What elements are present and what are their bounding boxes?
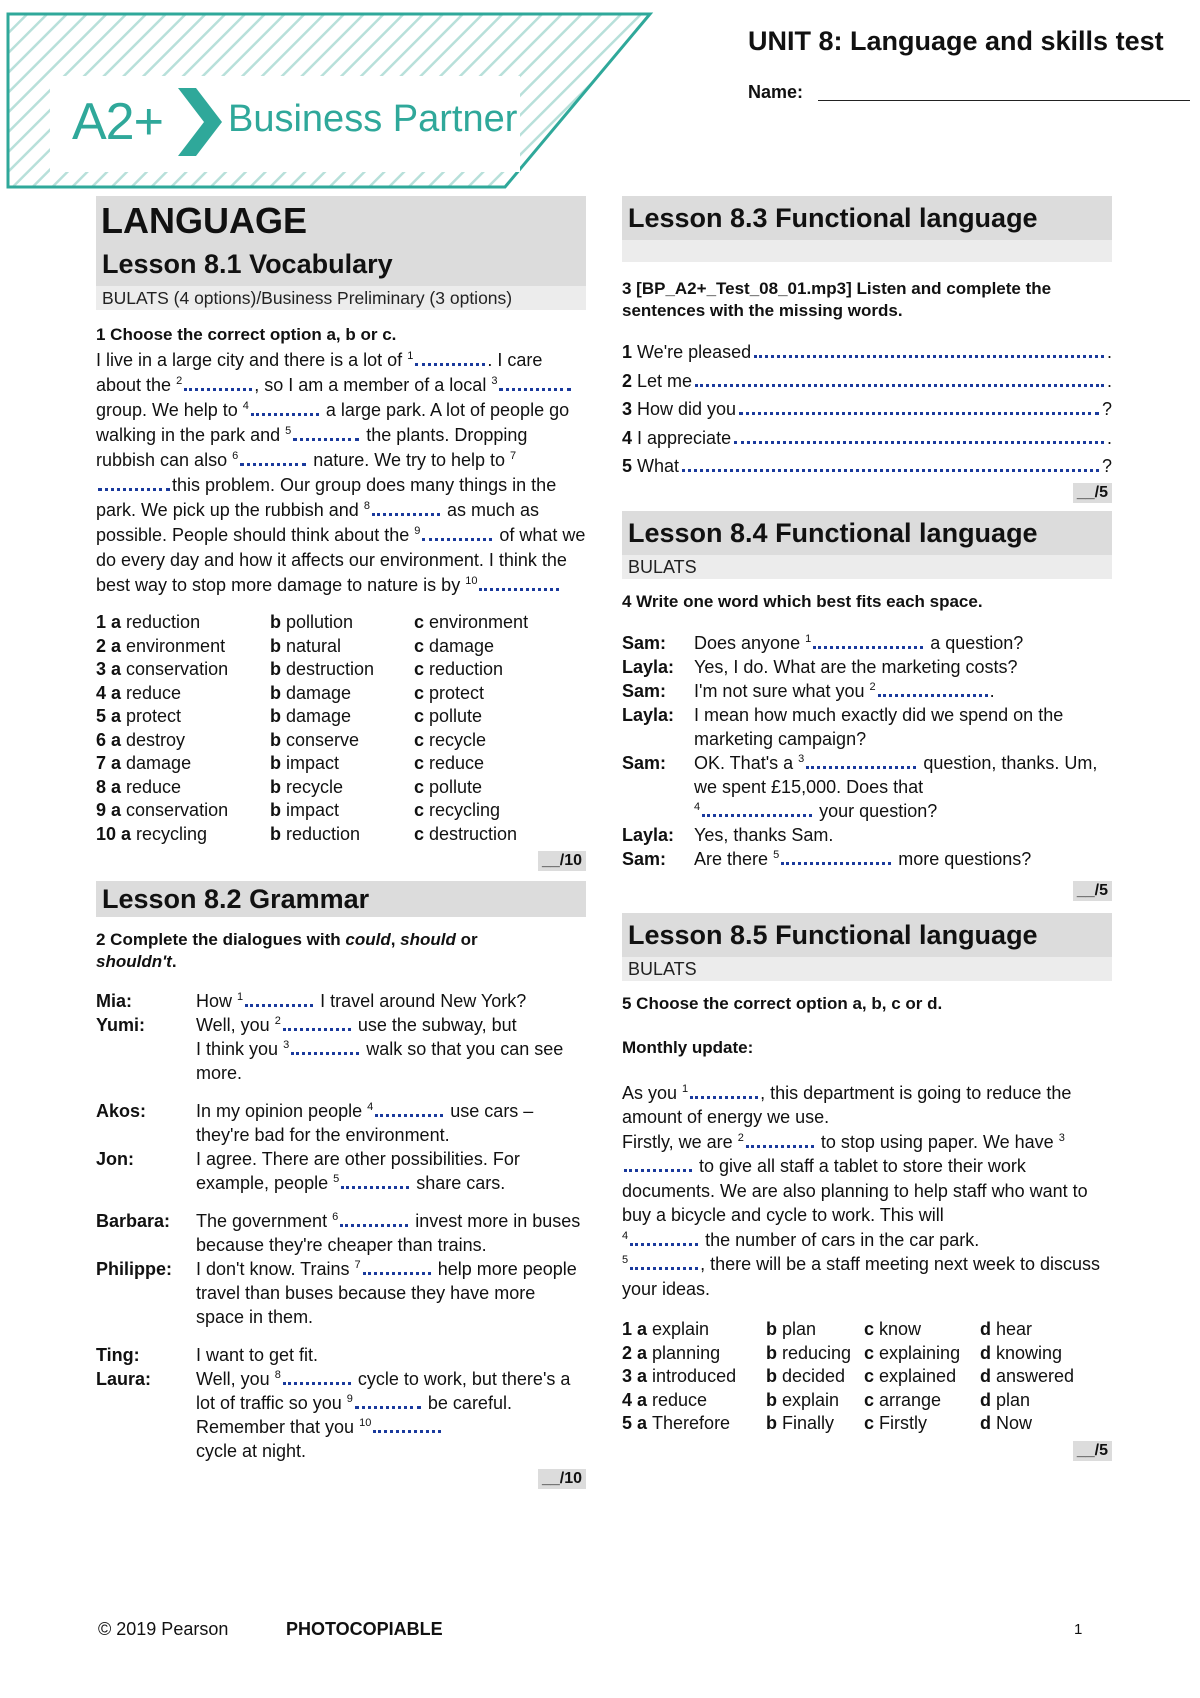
lesson-8-4-title: Lesson 8.4 Functional language [622,511,1112,555]
lesson-8-5-title: Lesson 8.5 Functional language [622,913,1112,957]
option-a[interactable]: 6 a destroy [96,729,186,750]
option-row [96,612,574,636]
option-d[interactable]: d plan [980,1389,1031,1410]
option-b[interactable]: b destruction [270,659,375,679]
option-a[interactable]: 4 a reduce [622,1389,708,1410]
listen-line: 3 How did you ? [622,399,1112,419]
task-1-score: __/10 [538,851,586,871]
blank-5-3[interactable] [624,1165,692,1172]
option-d[interactable]: d answered [980,1366,1075,1386]
option-row [622,1390,1100,1414]
task-4-dialogue: Sam: Does anyone $^1$ a question? Layla: Yes, I do. What are the marketing costs? Sam: I'm not sure what you $^2$ . Layla: I mean how much exactly did we spend on the marketing campaign? Sam: OK. That's a $^3$ question, thanks. Um, we spent £15,000. Does that $^4$ your question? Layla: Yes, thanks Sam. Sam: Are there $^5$ more questions? [622,632,1098,869]
blank-1-1[interactable] [415,359,485,366]
option-d[interactable]: d Now [980,1413,1033,1433]
task-1-options [96,612,574,847]
option-c[interactable]: c environment [414,612,529,632]
dialogue-2: Akos: In my opinion people $^4$ use cars – they're bad for the environment. Jon: I agree. There are other possibilities. For example, people $^5$ share cars. [96,1101,534,1193]
option-c[interactable]: c destruction [414,823,518,844]
option-a[interactable]: 10 a recycling [96,823,208,844]
task-3-score: __/5 [1073,483,1112,503]
option-c[interactable]: c arrange [864,1389,942,1410]
task-2-score: __/10 [538,1469,586,1489]
option-a[interactable]: 3 a introduced [622,1366,737,1386]
blank-4-2[interactable] [878,690,988,697]
lesson-8-1-subtitle: BULATS (4 options)/Business Preliminary (3 options) [96,286,586,310]
task-2-instruction: 2 Complete the dialogues with could, should or shouldn't. [96,930,478,971]
option-b[interactable]: b reducing [766,1342,852,1363]
option-a[interactable]: 1 a reduction [96,612,201,632]
task-1-text: I live in a large city and there is a lot of $^1$ . I care about the $^2$ , so I am a member of a local $^3$ group. We help to $^4$ a large park. A lot of people go walking in the park and $^5$ the plants. Dropping rubbish can also $^6$ nature. We try to help to $^7$this problem. Our group does many things in the park. We pick up the rubbish and $^8$ as much as possible. People should think about the $^9$ of what we do every day and how it affects our environment. I think the best way to stop more damage to nature is by $^{10}$ [96,350,586,595]
lesson-8-3-subtitle [622,240,1112,262]
listen-line: 5 What ? [622,456,1112,476]
blank-3-1[interactable] [754,355,1104,358]
option-c[interactable]: c recycling [414,800,501,820]
option-b[interactable]: b conserve [270,729,360,750]
blank-4-1[interactable] [813,642,923,649]
right-column [622,196,1112,1461]
option-c[interactable]: c damage [414,635,495,656]
blank-1-10[interactable] [479,584,559,591]
brand-name: Business Partner [228,98,518,140]
task-5-score: __/5 [1073,1441,1112,1461]
blank-2-8[interactable] [283,1378,351,1385]
blank-1-7[interactable] [98,484,170,491]
blank-2-4[interactable] [375,1110,443,1117]
blank-2-10[interactable] [373,1426,441,1433]
dialogue-1: Mia: How $^1$ I travel around New York? Yumi: Well, you $^2$ use the subway, but I think you $^3$ walk so that you can see more. [96,991,564,1083]
option-c[interactable]: c reduction [414,659,504,679]
option-b[interactable]: b impact [270,800,340,820]
option-b[interactable]: b impact [270,753,340,773]
blank-4-4[interactable] [702,810,812,817]
option-b[interactable]: b damage [270,682,352,703]
blank-5-5[interactable] [630,1263,698,1270]
lesson-8-2-title: Lesson 8.2 Grammar [96,881,586,917]
option-a[interactable]: 7 a damage [96,753,192,773]
option-a[interactable]: 5 a Therefore [622,1413,731,1433]
lesson-8-5-subtitle: BULATS [622,957,1112,981]
name-label: Name: [748,82,804,102]
task-5-text: As you $^1$ , this department is going to reduce the amount of energy we use. Firstly, we are $^2$ to stop using paper. We have $^3$ to give all staff a tablet to store their work documents. We are also planning to help staff who want to buy a bicycle and cycle to work. This will $^4$ the number of cars in the car park. $^5$ , there will be a staff meeting next week to discuss your ideas. [622,1082,1100,1299]
option-c[interactable]: c know [864,1319,922,1339]
task-1-instruction: 1 Choose the correct option a, b or c. [96,325,397,344]
option-row [96,730,574,754]
blank-1-6[interactable] [240,459,306,466]
option-a[interactable]: 8 a reduce [96,776,182,797]
option-a[interactable]: 5 a protect [96,706,182,726]
lesson-8-3-title: Lesson 8.3 Functional language [622,196,1112,240]
option-c[interactable]: c pollute [414,706,483,726]
option-d[interactable]: d hear [980,1319,1033,1339]
option-c[interactable]: c Firstly [864,1413,928,1433]
lesson-8-4-subtitle: BULATS [622,555,1112,579]
blank-2-5[interactable] [341,1182,409,1189]
task-5-heading: Monthly update: [622,1037,754,1057]
option-b[interactable]: b plan [766,1319,817,1339]
option-row [96,800,574,824]
option-b[interactable]: b Finally [766,1413,835,1433]
listen-line: 4 I appreciate . [622,427,1112,448]
listen-line: 1 We're pleased . [622,342,1112,362]
blank-2-7[interactable] [363,1268,431,1275]
option-row [622,1413,1100,1437]
blank-1-3[interactable] [499,384,571,391]
option-c[interactable]: c recycle [414,729,487,750]
lesson-8-1-title: Lesson 8.1 Vocabulary [96,242,586,286]
blank-1-2[interactable] [184,384,252,391]
left-column [96,196,586,1489]
option-b[interactable]: b damage [270,706,352,726]
blank-5-1[interactable] [690,1092,758,1099]
option-b[interactable]: b decided [766,1366,846,1386]
option-row [96,659,574,683]
dialogue-3: Barbara: The government $^6$ invest more in buses because they're cheaper than trains. Philippe: I don't know. Trains $^7$ help more people travel than buses because they have more space in them. [96,1211,581,1327]
option-row [622,1366,1100,1390]
option-row [96,753,574,777]
name-field[interactable] [818,100,1190,101]
option-c[interactable]: c protect [414,682,485,703]
option-b[interactable]: b natural [270,635,342,656]
option-c[interactable]: c explaining [864,1342,961,1363]
option-d[interactable]: d knowing [980,1342,1063,1363]
section-title: LANGUAGE [96,196,586,242]
option-row [96,824,574,848]
brand-level: A2+ [72,93,163,151]
option-a[interactable]: 3 a conservation [96,659,229,679]
option-b[interactable]: b reduction [270,823,361,844]
blank-2-3[interactable] [291,1048,359,1055]
blank-1-5[interactable] [293,434,359,441]
option-c[interactable]: c explained [864,1366,957,1386]
blank-3-4[interactable] [734,441,1104,444]
option-row [96,706,574,730]
blank-1-9[interactable] [422,534,492,541]
blank-1-8[interactable] [372,509,440,516]
option-a[interactable]: 9 a conservation [96,800,229,820]
blank-5-2[interactable] [746,1141,814,1148]
option-c[interactable]: c reduce [414,753,485,773]
listen-line: 2 Let me . [622,370,1112,391]
option-row [622,1343,1100,1367]
option-row [622,1319,1100,1343]
option-b[interactable]: b explain [766,1389,840,1410]
option-a[interactable]: 4 a reduce [96,682,182,703]
task-4-instruction: 4 Write one word which best fits each space. [622,591,983,611]
option-a[interactable]: 1 a explain [622,1319,710,1339]
blank-1-4[interactable] [251,409,319,416]
option-c[interactable]: c pollute [414,776,483,797]
option-b[interactable]: b recycle [270,776,344,797]
blank-4-3[interactable] [806,762,916,769]
page-number: 1 [1074,1621,1083,1638]
blank-3-3[interactable] [739,412,1099,415]
option-b[interactable]: b pollution [270,612,354,632]
task-3-lines [622,338,1112,481]
copyright: © 2019 Pearson [98,1619,229,1639]
photocopiable-label: PHOTOCOPIABLE [286,1619,443,1639]
option-row [96,777,574,801]
task-3-instruction: 3 [BP_A2+_Test_08_01.mp3] Listen and complete the sentences with the missing words. [622,279,1052,320]
unit-title: UNIT 8: Language and skills test [748,26,1164,56]
option-row [96,683,574,707]
task-5-options [622,1319,1100,1437]
blank-4-5[interactable] [781,858,891,865]
blank-2-6[interactable] [340,1220,408,1227]
option-a[interactable]: 2 a planning [622,1342,721,1363]
task-5-instruction: 5 Choose the correct option a, b, c or d. [622,993,943,1013]
option-a[interactable]: 2 a environment [96,635,226,656]
task-4-score: __/5 [1073,881,1112,901]
blank-2-2[interactable] [283,1024,351,1031]
blank-5-4[interactable] [630,1239,698,1246]
dialogue-4: Ting: I want to get fit. Laura: Well, you $^8$ cycle to work, but there's a lot of traffic so you $^9$ be careful. Remember that you $^{10}$ cycle at night. [96,1345,571,1461]
blank-3-5[interactable] [682,469,1099,472]
option-row [96,636,574,660]
blank-2-1[interactable] [245,1000,313,1007]
blank-3-2[interactable] [695,384,1104,387]
blank-2-9[interactable] [355,1402,421,1409]
